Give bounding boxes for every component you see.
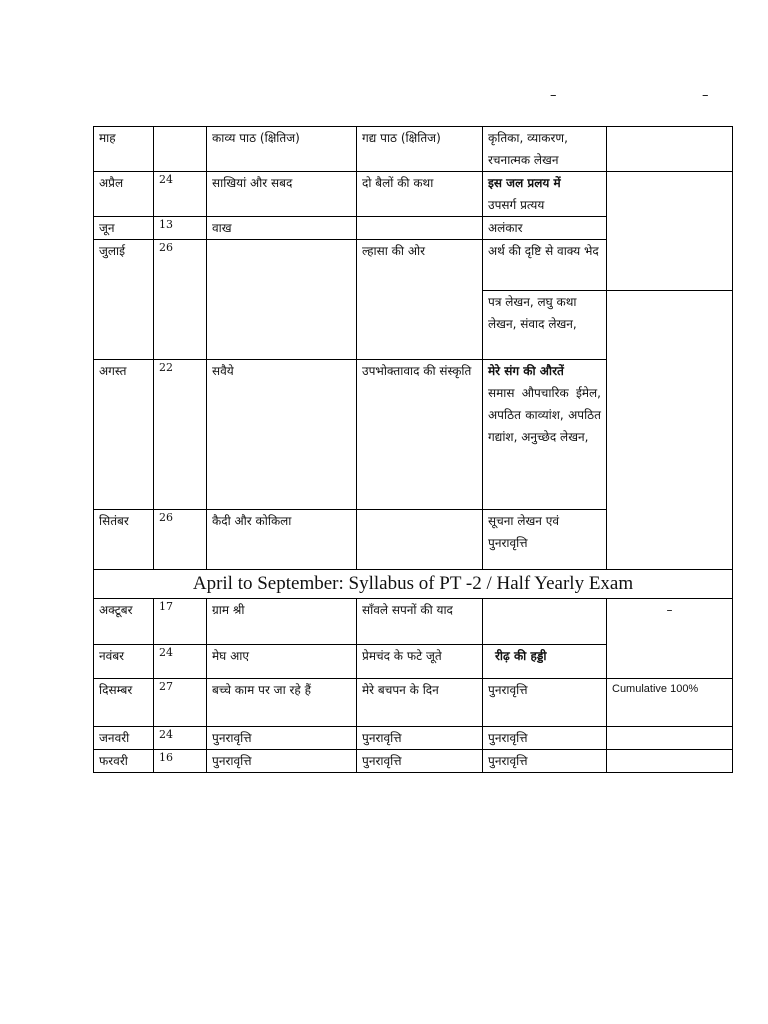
kritika-extra-cell: पत्र लेखन, लघु कथा लेखन, संवाद लेखन, [483,291,607,360]
header-days [154,127,207,172]
header-dash-right: – [702,88,709,103]
table-row [94,727,733,750]
table-row [94,679,733,727]
gadya-cell: पुनरावृत्ति [357,750,483,773]
kritika-cell: अर्थ की दृष्टि से वाक्य भेद [483,240,607,291]
kavya-cell: कैदी और कोकिला [207,510,357,570]
month-cell: अक्टूबर [94,599,154,645]
extra-cell [607,727,733,750]
gadya-cell: प्रेमचंद के फटे जूते [357,645,483,679]
kritika-bold-text: इस जल प्रलय में [488,176,561,190]
gadya-cell [357,217,483,240]
kritika-cell [483,360,607,510]
kritika-text: उपसर्ग प्रत्यय [488,198,545,212]
month-cell: फरवरी [94,750,154,773]
syllabus-table [93,126,733,773]
days-cell: 22 [154,360,207,510]
days-cell: 26 [154,510,207,570]
extra-cell-merged-3 [607,599,733,679]
kritika-cell: अलंकार [483,217,607,240]
header-dash-left: – [550,88,557,103]
kritika-cell [483,172,607,217]
kritika-cell: पुनरावृत्ति [483,727,607,750]
month-cell: दिसम्बर [94,679,154,727]
days-cell: 27 [154,679,207,727]
extra-dash: – [666,603,673,617]
extra-cell [607,750,733,773]
kavya-cell: मेघ आए [207,645,357,679]
gadya-cell [357,510,483,570]
kritika-cell: सूचना लेखन एवं पुनरावृत्ति [483,510,607,570]
kritika-bold-text: मेरे संग की औरतें [488,364,564,378]
table-row [94,172,733,217]
header-kritika: कृतिका, व्याकरण, रचनात्मक लेखन [483,127,607,172]
kavya-cell: साखियां और सबद [207,172,357,217]
month-cell: जून [94,217,154,240]
banner-row [94,570,733,599]
month-cell: अगस्त [94,360,154,510]
kavya-cell: ग्राम श्री [207,599,357,645]
cumulative-cell: Cumulative 100% [607,679,733,727]
kavya-cell: वाख [207,217,357,240]
gadya-cell: पुनरावृत्ति [357,727,483,750]
kritika-cell: पुनरावृत्ति [483,679,607,727]
month-cell: सितंबर [94,510,154,570]
header-month: माह [94,127,154,172]
kritika-cell: पुनरावृत्ति [483,750,607,773]
kavya-cell [207,240,357,360]
month-cell: जनवरी [94,727,154,750]
gadya-cell: मेरे बचपन के दिन [357,679,483,727]
table-row [94,599,733,645]
extra-cell-merged-1 [607,172,733,291]
days-cell: 24 [154,727,207,750]
header-extra [607,127,733,172]
table-row [94,750,733,773]
exam-banner: April to September: Syllabus of PT -2 / Half Yearly Exam [94,570,733,599]
days-cell: 17 [154,599,207,645]
gadya-cell: ल्हासा की ओर [357,240,483,360]
table-header-row [94,127,733,172]
extra-cell-merged-2 [607,291,733,570]
kavya-cell: सवैये [207,360,357,510]
days-cell: 26 [154,240,207,360]
kritika-cell: रीढ़ की हड्डी [483,645,607,679]
gadya-cell: साँवले सपनों की याद [357,599,483,645]
month-cell: अप्रैल [94,172,154,217]
gadya-cell: उपभोक्तावाद की संस्कृति [357,360,483,510]
kavya-cell: बच्चे काम पर जा रहे हैं [207,679,357,727]
month-cell: नवंबर [94,645,154,679]
kavya-cell: पुनरावृत्ति [207,750,357,773]
kavya-cell: पुनरावृत्ति [207,727,357,750]
days-cell: 24 [154,645,207,679]
gadya-cell: दो बैलों की कथा [357,172,483,217]
days-cell: 24 [154,172,207,217]
header-gadya: गद्य पाठ (क्षितिज) [357,127,483,172]
days-cell: 13 [154,217,207,240]
kritika-cell [483,599,607,645]
month-cell: जुलाई [94,240,154,360]
days-cell: 16 [154,750,207,773]
header-kavya: काव्य पाठ (क्षितिज) [207,127,357,172]
kritika-text: समास औपचारिक ईमेल, अपठित काव्यांश, अपठित गद्यांश, अनुच्छेद लेखन, [488,386,601,444]
